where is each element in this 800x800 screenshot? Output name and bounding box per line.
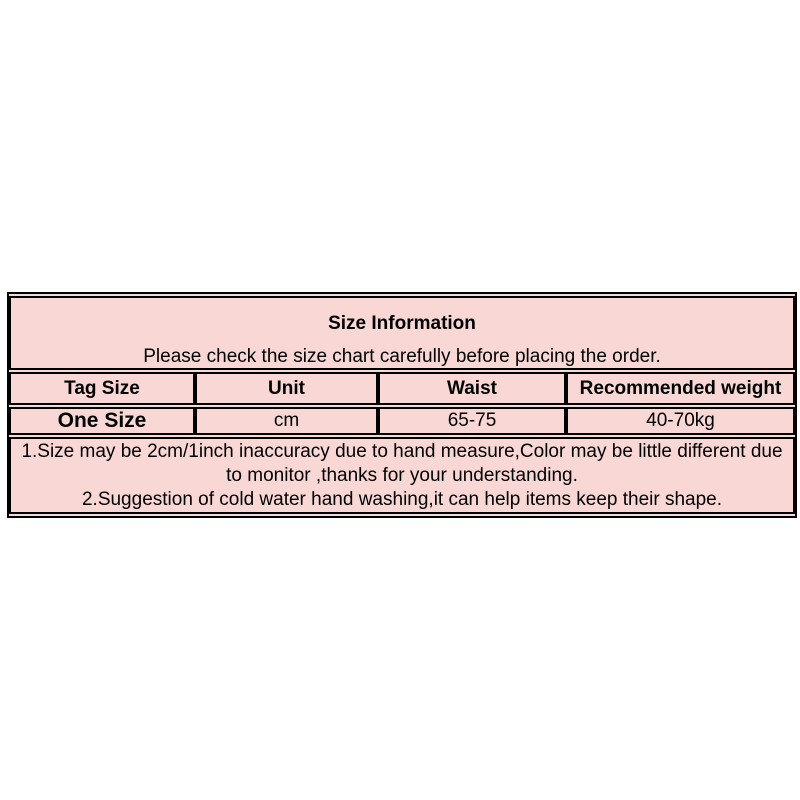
- notes-cell: [9, 437, 795, 514]
- table-subtitle: Please check the size chart carefully before placing the order.: [143, 346, 661, 367]
- size-information-table: [7, 292, 797, 518]
- value-cell-recommended-weight: 40-70kg: [566, 407, 795, 435]
- data-row: [9, 407, 795, 435]
- value-cell-tag-size: One Size: [9, 407, 195, 435]
- header-row: [9, 372, 795, 405]
- note-line-3: 2.Suggestion of cold water hand washing,it can help items keep their shape.: [81, 489, 723, 510]
- value-cell-unit: cm: [195, 407, 378, 435]
- header-cell-unit: Unit: [195, 372, 378, 405]
- table-title: Size Information: [328, 313, 476, 334]
- title-cell: [9, 296, 795, 370]
- header-cell-tag-size: Tag Size: [9, 372, 195, 405]
- title-row: [9, 296, 795, 370]
- note-line-1: 1.Size may be 2cm/1inch inaccuracy due to hand measure,Color may be little different due: [21, 441, 783, 462]
- value-cell-waist: 65-75: [378, 407, 566, 435]
- header-cell-recommended-weight: Recommended weight: [566, 372, 795, 405]
- size-chart-container: [7, 292, 797, 518]
- notes-row: [9, 437, 795, 514]
- header-cell-waist: Waist: [378, 372, 566, 405]
- note-line-2: to monitor ,thanks for your understanding.: [226, 465, 578, 486]
